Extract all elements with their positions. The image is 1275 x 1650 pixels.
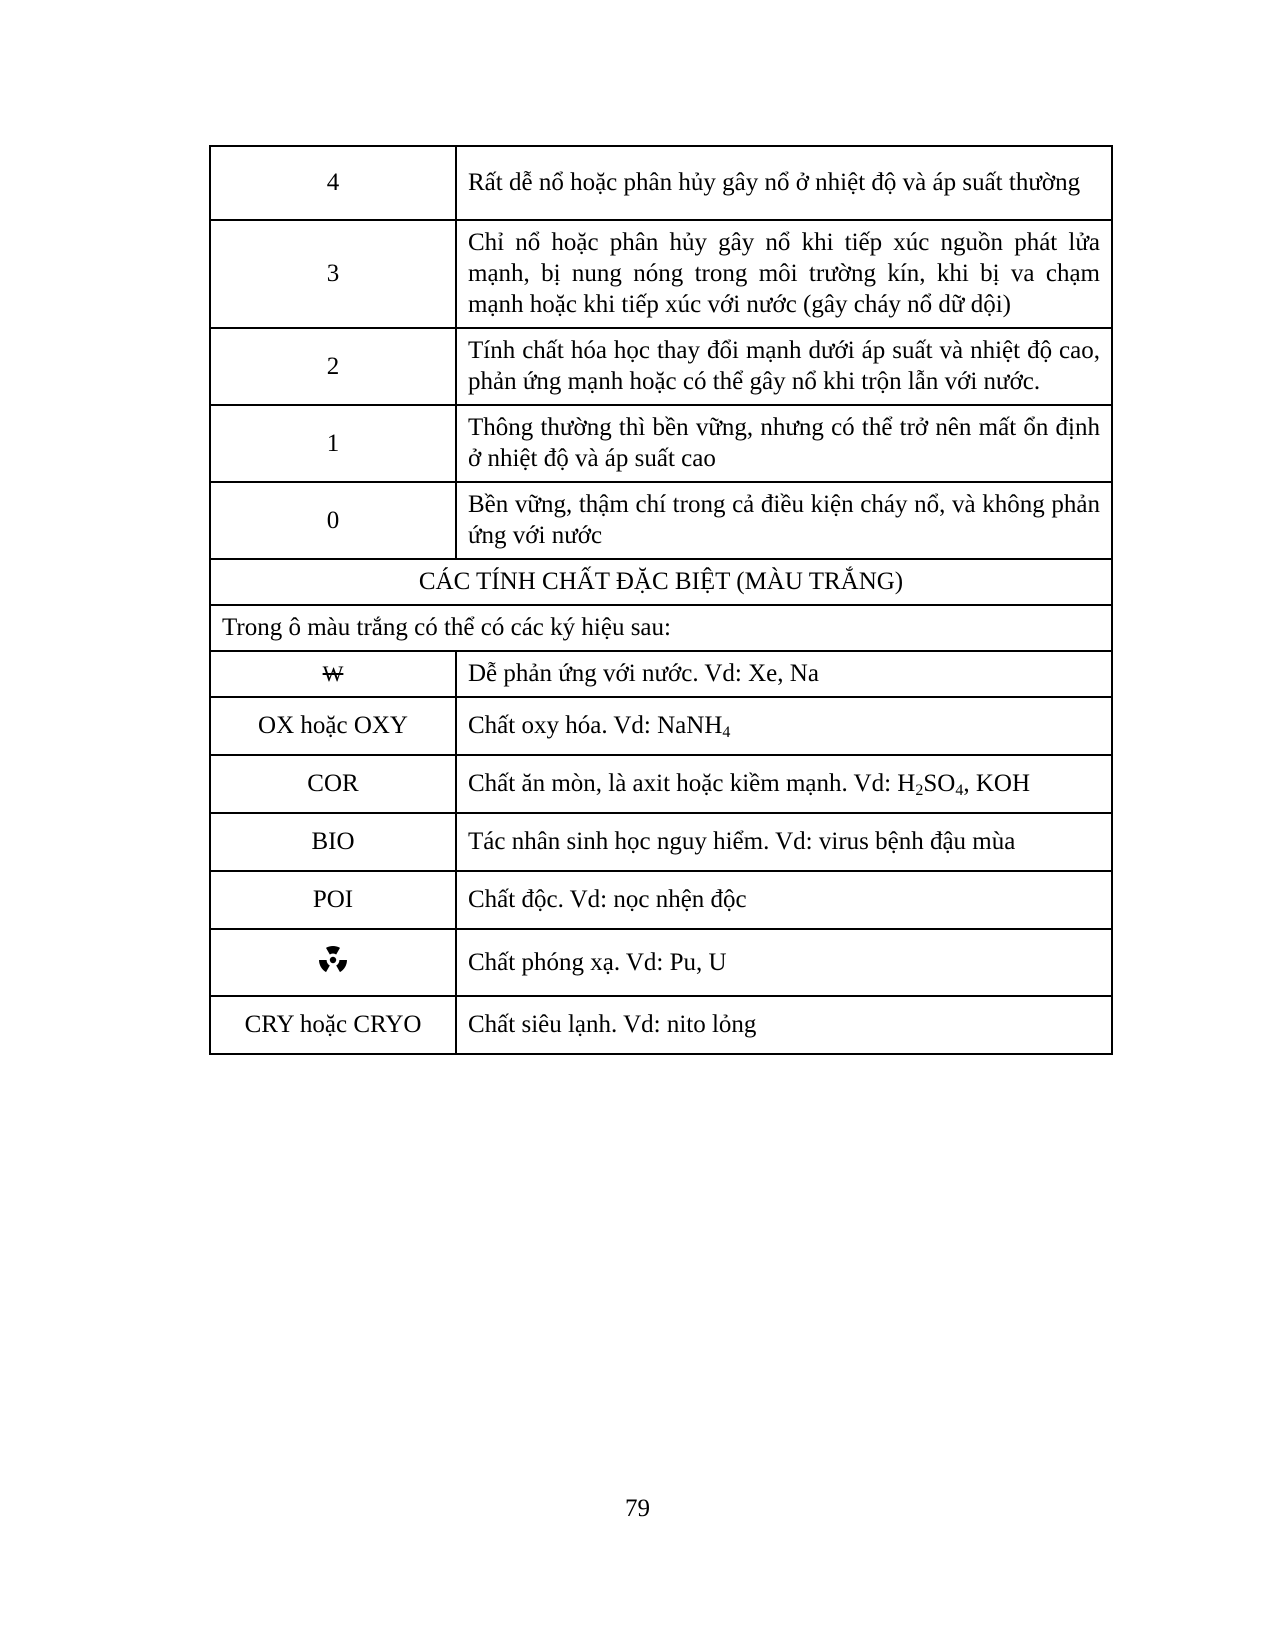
level-cell: 3 [210,220,456,328]
description-cell: Dễ phản ứng với nước. Vd: Xe, Na [456,651,1112,697]
level-cell: 0 [210,482,456,559]
description-text: Chất oxy hóa. Vd: NaNH [468,712,723,739]
description-cell: Chỉ nổ hoặc phân hủy gây nổ khi tiếp xúc nguồn phát lửa mạnh, bị nung nóng trong môi trường kín, khi bị va chạm mạnh hoặc khi tiếp xúc với nước (gây cháy nổ dữ dội) [456,220,1112,328]
level-cell: 4 [210,146,456,220]
radiation-icon [317,944,349,976]
symbol-cell: OX hoặc OXY [210,697,456,755]
table-row [210,813,1112,871]
section-intro: Trong ô màu trắng có thể có các ký hiệu sau: [210,605,1112,651]
table-row [210,559,1112,605]
table-row [210,871,1112,929]
table-row [210,755,1112,813]
symbol-cell: BIO [210,813,456,871]
description-cell: Rất dễ nổ hoặc phân hủy gây nổ ở nhiệt độ và áp suất thường [456,146,1112,220]
description-cell: Chất độc. Vd: nọc nhện độc [456,871,1112,929]
page-number: 79 [625,1495,650,1522]
table-row [210,996,1112,1054]
description-cell: Chất siêu lạnh. Vd: nito lỏng [456,996,1112,1054]
table-row [210,697,1112,755]
table-row [210,605,1112,651]
table-row [210,328,1112,405]
description-text: SO [923,770,956,797]
description-cell: Tác nhân sinh học nguy hiểm. Vd: virus bệnh đậu mùa [456,813,1112,871]
table-row [210,146,1112,220]
description-cell [456,697,1112,755]
symbol-cell: COR [210,755,456,813]
symbol-cell [210,651,456,697]
section-header: CÁC TÍNH CHẤT ĐẶC BIỆT (MÀU TRẮNG) [210,559,1112,605]
level-cell: 2 [210,328,456,405]
description-cell: Bền vững, thậm chí trong cả điều kiện cháy nổ, và không phản ứng với nước [456,482,1112,559]
symbol-cell [210,929,456,996]
description-cell: Chất phóng xạ. Vd: Pu, U [456,929,1112,996]
hazard-table [209,145,1113,1055]
table-row [210,482,1112,559]
table-row [210,405,1112,482]
level-cell: 1 [210,405,456,482]
description-text: Chất ăn mòn, là axit hoặc kiềm mạnh. Vd: H [468,770,916,797]
description-cell: Thông thường thì bền vững, nhưng có thể trở nên mất ổn định ở nhiệt độ và áp suất cao [456,405,1112,482]
table-row [210,929,1112,996]
water-reactive-symbol: W [322,661,344,686]
symbol-cell: POI [210,871,456,929]
subscript: 4 [955,782,964,799]
subscript: 4 [722,724,731,741]
description-text: , KOH [963,770,1031,797]
symbol-cell: CRY hoặc CRYO [210,996,456,1054]
description-cell: Tính chất hóa học thay đổi mạnh dưới áp suất và nhiệt độ cao, phản ứng mạnh hoặc có thể gây nổ khi trộn lẫn với nước. [456,328,1112,405]
description-cell [456,755,1112,813]
table-row [210,220,1112,328]
table-row [210,651,1112,697]
subscript: 2 [915,782,924,799]
